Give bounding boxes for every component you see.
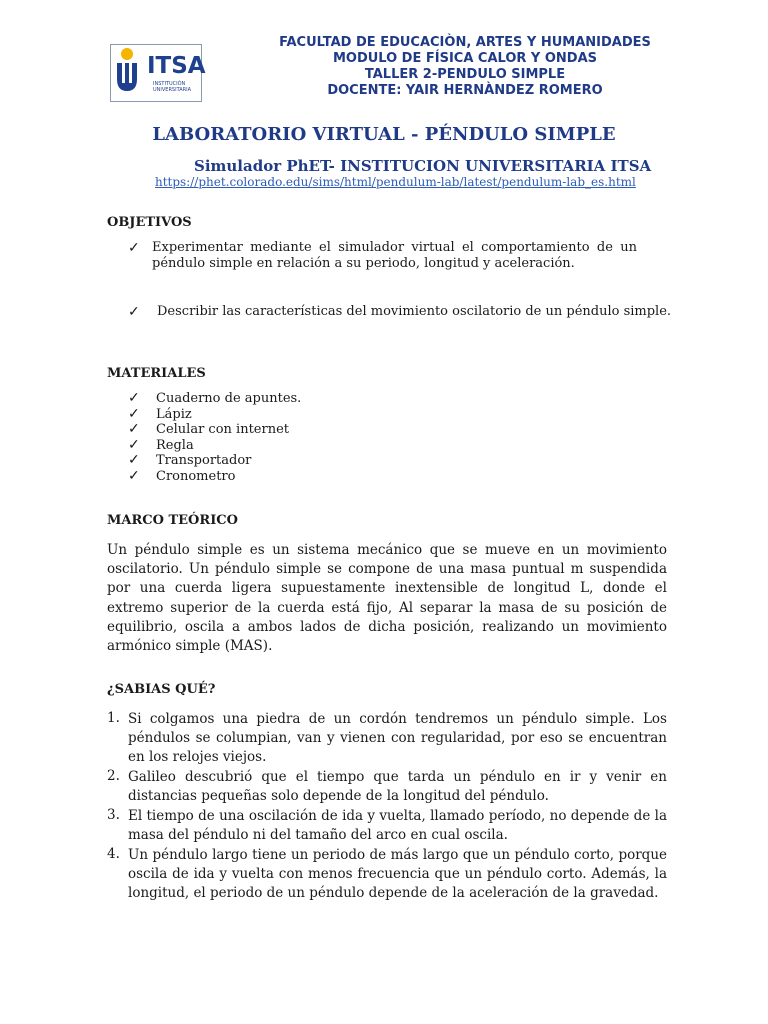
sabias-number: 2. [107,768,120,784]
materiales-heading: MATERIALES [107,366,206,381]
sabias-item: Un péndulo largo tiene un periodo de más largo que un péndulo corto, porque oscila de ida y vuelta con menos frecuencia que un péndulo corto. Además, la longitud, el periodo de un péndulo depende de la aceleración de la gravedad. [128,847,667,902]
header-teacher: DOCENTE: YAIR HERNÀNDEZ ROMERO [327,83,603,98]
logo-subtitle: INSTITUCIÓN UNIVERSITARIA [153,81,192,93]
page-title: LABORATORIO VIRTUAL - PÉNDULO SIMPLE [152,124,616,145]
material-item: Cronometro [156,469,236,484]
material-check-icon: ✓ [128,452,140,468]
material-item: Transportador [156,453,252,468]
objetivos-heading: OBJETIVOS [107,215,192,230]
logo-text: ITSA [147,53,206,79]
page-subtitle: Simulador PhET- INSTITUCION UNIVERSITARIA ITSA [194,157,652,175]
marco-heading: MARCO TEÓRICO [107,513,238,528]
sabias-number: 3. [107,807,120,823]
objetivo-1: Experimentar mediante el simulador virtual el comportamiento de un péndulo simple en relación a su periodo, longitud y aceleración. [152,240,637,271]
simulator-link[interactable]: https://phet.colorado.edu/sims/html/pendulum-lab/latest/pendulum-lab_es.html [155,175,636,189]
material-item: Regla [156,438,194,453]
material-item: Lápiz [156,407,192,422]
material-check-icon: ✓ [128,390,140,406]
material-check-icon: ✓ [128,437,140,453]
header-workshop: TALLER 2-PENDULO SIMPLE [364,67,566,82]
material-item: Cuaderno de apuntes. [156,391,302,406]
header-faculty: FACULTAD DE EDUCACIÒN, ARTES Y HUMANIDADES [279,35,651,50]
sabias-number: 4. [107,846,120,862]
material-item: Celular con internet [156,422,289,437]
material-check-icon: ✓ [128,406,140,422]
sabias-item: El tiempo de una oscilación de ida y vuelta, llamado período, no depende de la masa del péndulo ni del tamaño del arco en cual oscila. [128,808,667,844]
itsa-logo [110,44,206,102]
document-header [255,35,675,99]
objetivo-2: Describir las características del movimiento oscilatorio de un péndulo simple. [157,304,672,319]
header-module: MODULO DE FÍSICA CALOR Y ONDAS [332,51,598,66]
sabias-number: 1. [107,710,120,726]
material-check-icon: ✓ [128,468,140,484]
sabias-item: Galileo descubrió que el tiempo que tarda un péndulo en ir y venir en distancias pequeñas solo depende de la longitud del péndulo. [128,769,667,805]
objetivo-2-check-icon: ✓ [128,304,140,320]
sabias-heading: ¿SABIAS QUÉ? [107,682,216,697]
material-check-icon: ✓ [128,421,140,437]
objetivo-1-check-icon: ✓ [128,240,140,256]
marco-paragraph: Un péndulo simple es un sistema mecánico que se mueve en un movimiento oscilatorio. Un péndulo simple se compone de una masa puntual m suspendida por una cuerda ligera supuestamente inextensible de longitud L, donde el extremo superior de la cuerda está fijo, Al separar la masa de su posición de equilibrio, oscila a ambos lados de dicha posición, realizando un movimiento armónico simple (MAS). [107,542,667,655]
sabias-item: Si colgamos una piedra de un cordón tendremos un péndulo simple. Los péndulos se columpian, van y vienen con regularidad, por eso se encuentran en los relojes viejos. [128,711,667,766]
